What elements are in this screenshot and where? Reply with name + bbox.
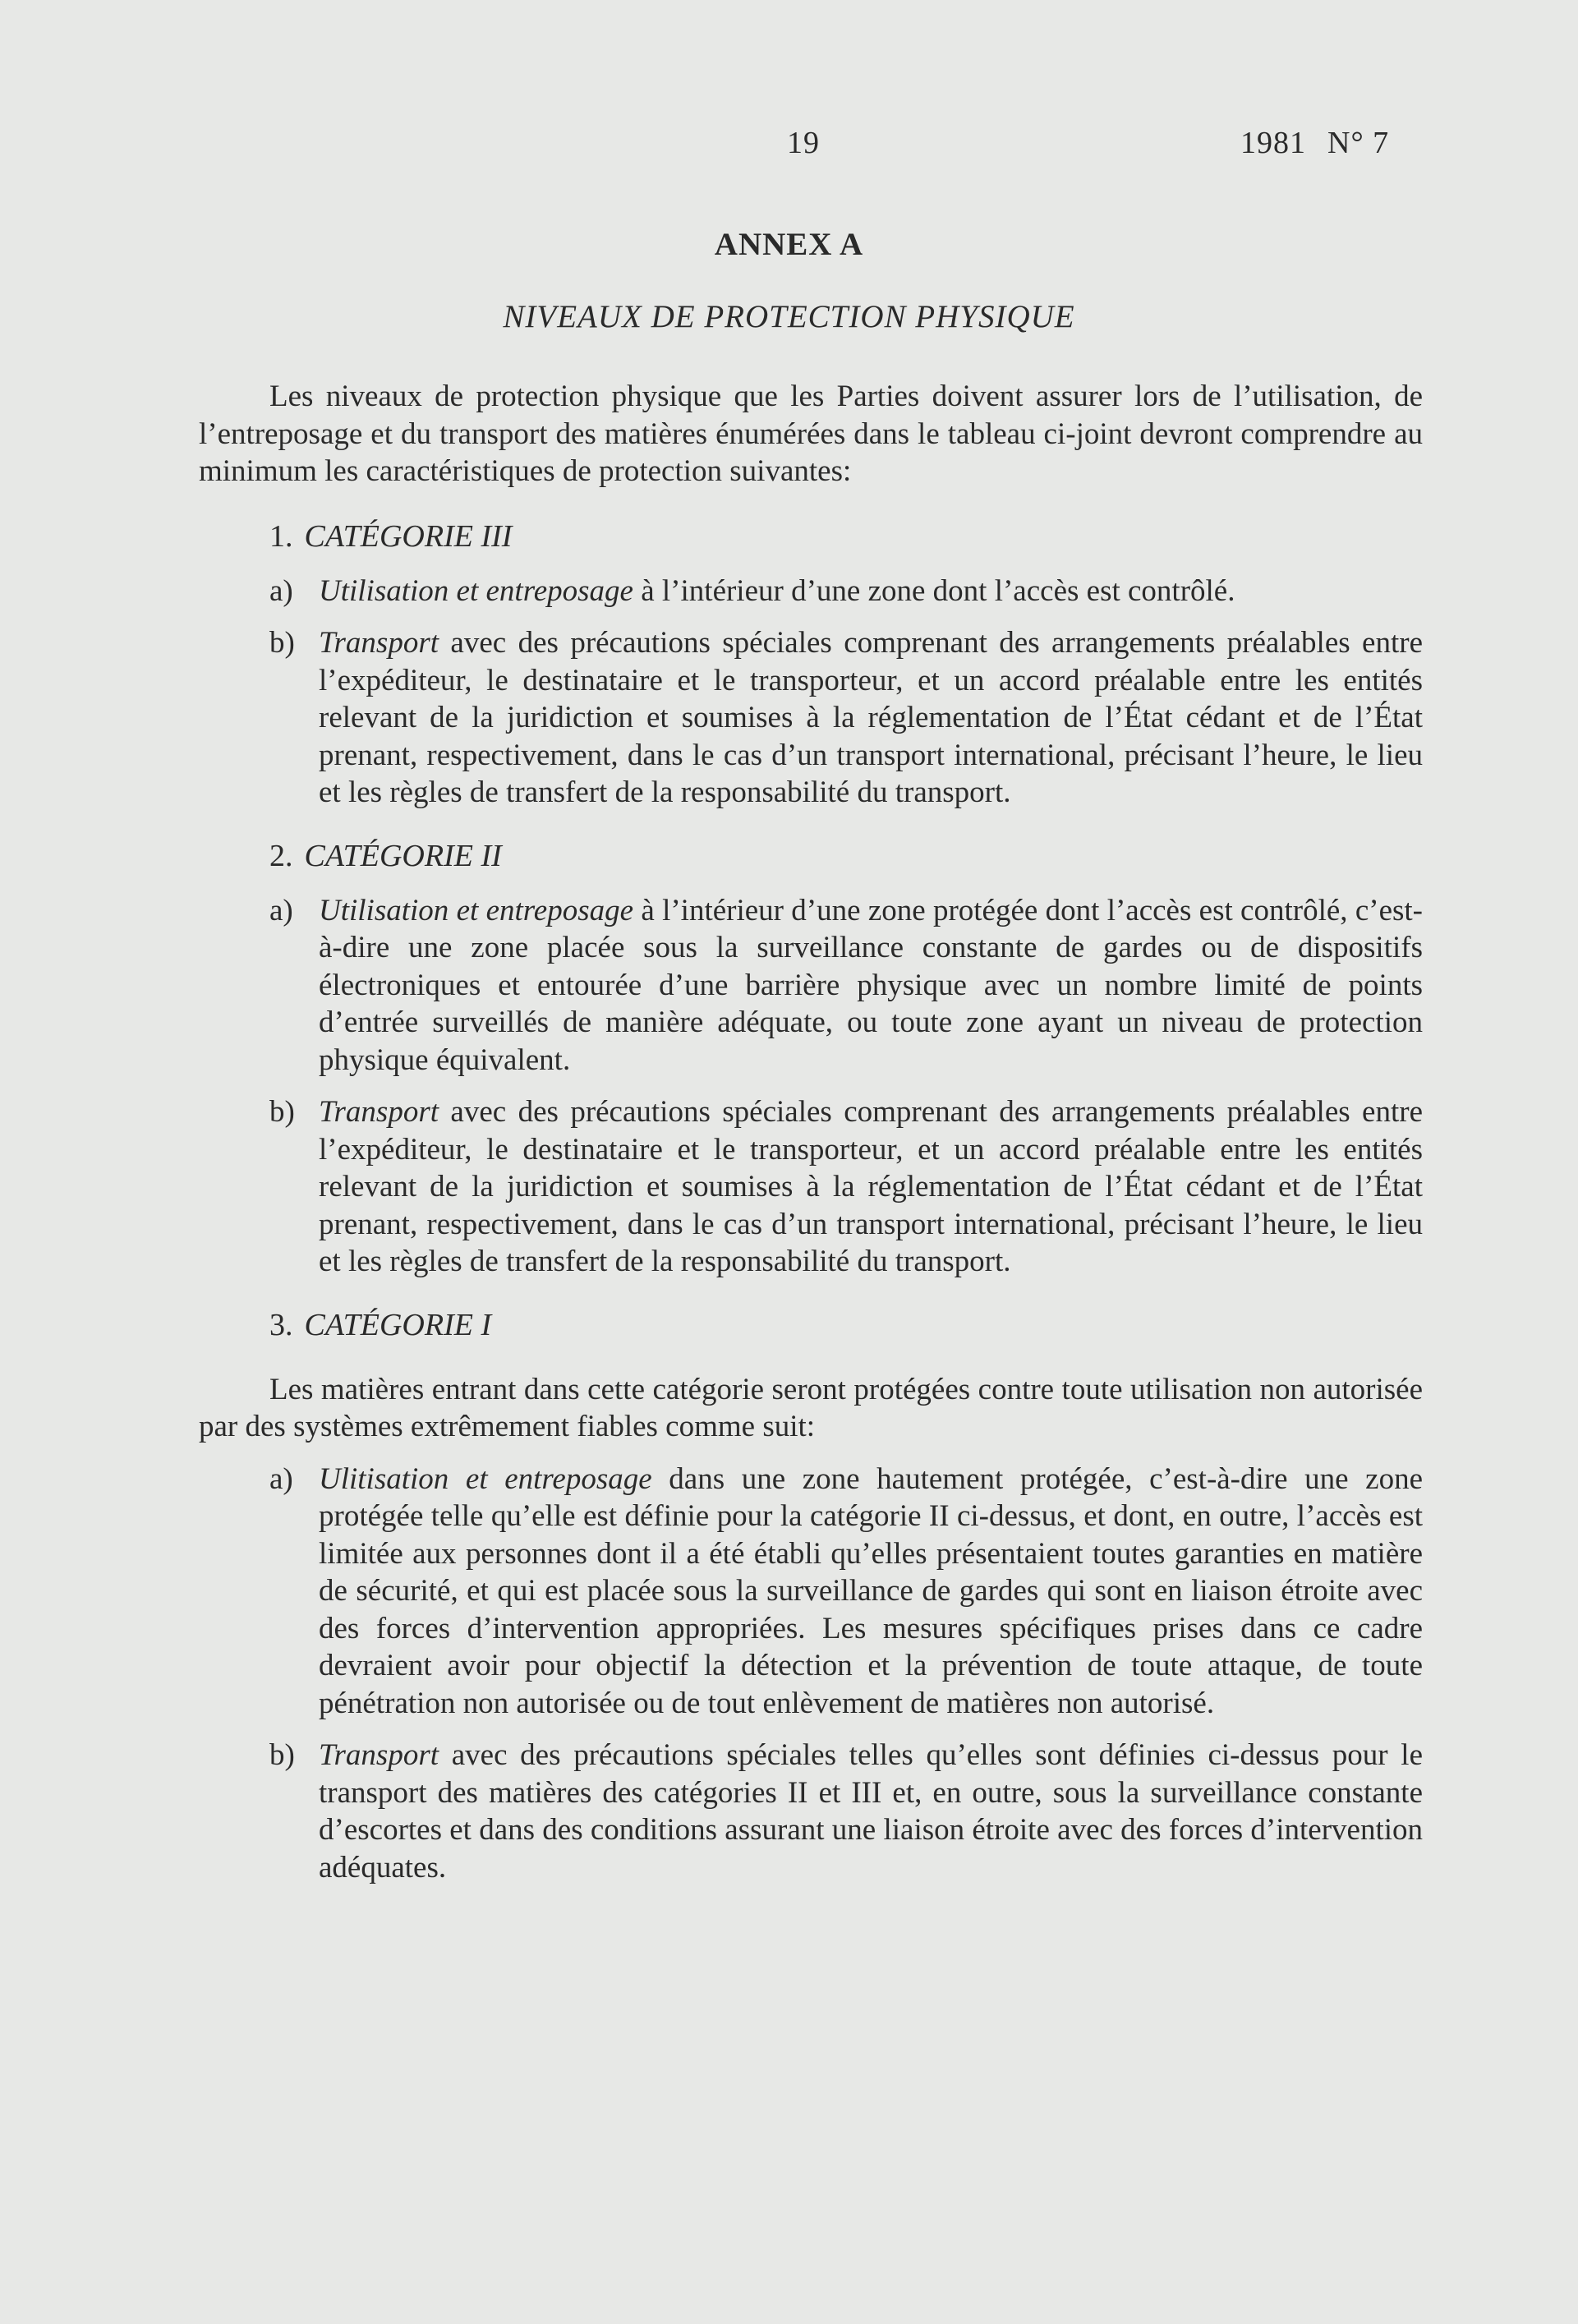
section-title: CATÉGORIE I xyxy=(304,1307,492,1342)
section-title: CATÉGORIE II xyxy=(304,838,502,873)
section-category-3 xyxy=(199,515,1423,812)
section-item xyxy=(199,573,1423,610)
item-text: avec des précautions spéciales telles qu’elles sont définies ci-dessus pour le transport des matières des catégories II et III et, en outre, sous la surveillance constante d’escortes et dans des conditions assurant une liaison étroite avec des forces d’intervention adéquates. xyxy=(319,1738,1424,1885)
section-category-1 xyxy=(199,1304,1423,1887)
section-heading xyxy=(199,515,1423,558)
item-letter: a) xyxy=(269,1461,293,1496)
section-number: 3. xyxy=(269,1307,293,1342)
page-number: 19 xyxy=(787,126,820,160)
section-number: 1. xyxy=(269,518,293,554)
section-item xyxy=(199,1461,1423,1723)
item-heading: Transport xyxy=(319,626,439,660)
item-heading: Transport xyxy=(319,1095,439,1129)
annex-subtitle: NIVEAUX DE PROTECTION PHYSIQUE xyxy=(503,299,1075,334)
item-text: avec des précautions spéciales comprenant des arrangements préalables entre l’expéditeur, le destinataire et le transporteur, et un accord préalable entre les entités relevant de la juridiction et soumises à la réglementation de l’État cédant et de l’État prenant, respectivement, dans le cas d’un transport international, précisant l’heure, le lieu et les règles de transfert de la responsabilité du transport. xyxy=(319,626,1424,809)
section-number: 2. xyxy=(269,838,293,873)
section-item xyxy=(199,1737,1423,1886)
intro-paragraph: Les niveaux de protection physique que les Parties doivent assurer lors de l’utilisation, de l’entreposage et du transport des matières énumérées dans le tableau ci-joint devront comprendre au minimum les caractéristiques de protection suivantes: xyxy=(199,380,1423,488)
item-letter: b) xyxy=(269,626,295,660)
item-heading: Utilisation et entreposage xyxy=(319,893,634,927)
item-letter: a) xyxy=(269,573,293,608)
item-letter: b) xyxy=(269,1738,295,1772)
section-item xyxy=(199,892,1423,1079)
section-category-2 xyxy=(199,835,1423,1281)
section-heading xyxy=(199,835,1423,877)
section-intro: Les matières entrant dans cette catégorie seront protégées contre toute utilisation non autorisée par des systèmes extrêmement fiables comme suit: xyxy=(199,1372,1423,1443)
item-heading: Ulitisation et entreposage xyxy=(319,1461,652,1496)
item-text: à l’intérieur d’une zone dont l’accès est contrôlé. xyxy=(641,573,1235,608)
issue-number-label: N° 7 xyxy=(1327,126,1390,160)
section-item xyxy=(199,624,1423,812)
issue-number xyxy=(1240,125,1389,161)
item-text: avec des précautions spéciales comprenant des arrangements préalables entre l’expéditeur, le destinataire et le transporteur, et un accord préalable entre les entités relevant de la juridiction et soumises à la réglementation de l’État cédant et de l’État prenant, respectivement, dans le cas d’un transport international, précisant l’heure, le lieu et les règles de transfert de la responsabilité du transport. xyxy=(319,1095,1424,1278)
item-heading: Transport xyxy=(319,1738,439,1772)
item-text: à l’intérieur d’une zone protégée dont l’accès est contrôlé, c’est-à-dire une zone placée sous la surveillance constante de gardes ou de dispositifs électroniques et entourée d’une barrière physique avec un nombre limité de points d’entrée surveillés de manière adéquate, ou toute zone ayant un niveau de protection physique équivalent. xyxy=(319,893,1423,1077)
item-letter: a) xyxy=(269,893,293,927)
document-body xyxy=(199,378,1423,1886)
section-title: CATÉGORIE III xyxy=(304,518,513,554)
issue-year: 1981 xyxy=(1240,126,1306,160)
annex-title: ANNEX A xyxy=(714,227,864,262)
section-heading xyxy=(199,1304,1423,1346)
item-heading: Utilisation et entreposage xyxy=(319,573,633,608)
item-text: dans une zone hautement protégée, c’est-à-dire une zone protégée telle qu’elle est définie pour la catégorie II ci-dessus, et dont, en outre, l’accès est limitée aux personnes dont il a été établi qu’elles présentaient toutes garanties en matière de sécurité, et qui est placée sous la surveillance de gardes qui sont en liaison étroite avec des forces d’intervention appropriées. Les mesures spécifiques prises dans ce cadre devraient avoir pour objectif la détection et la prévention de toute attaque, de toute pénétration non autorisée ou de tout enlèvement de matières non autorisé. xyxy=(319,1461,1423,1720)
section-item xyxy=(199,1093,1423,1281)
item-letter: b) xyxy=(269,1095,295,1129)
